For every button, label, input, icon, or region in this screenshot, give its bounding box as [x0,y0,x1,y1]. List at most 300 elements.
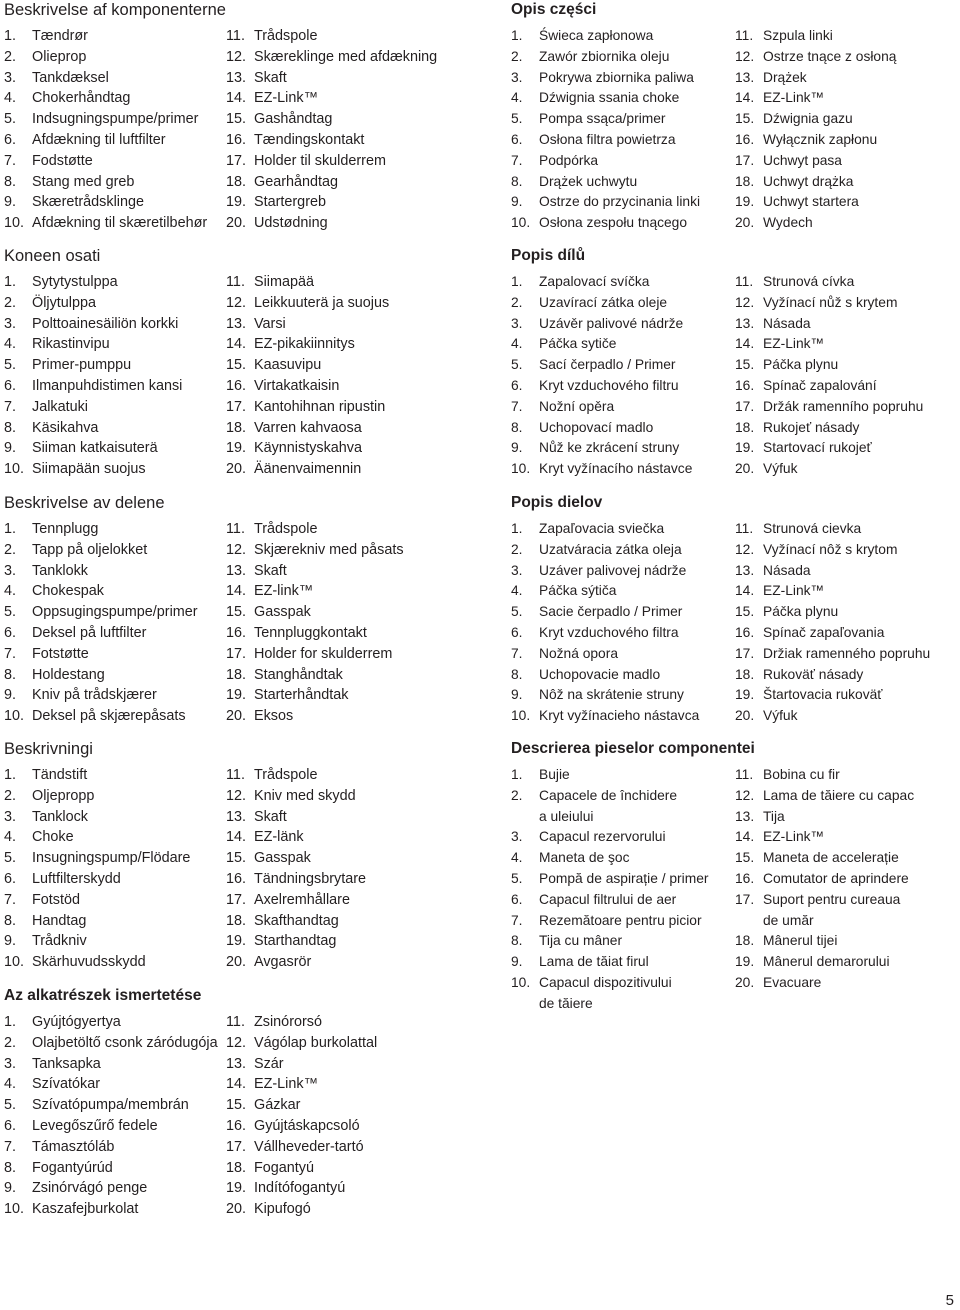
item-number: 4. [4,1076,17,1093]
list-item [4,581,226,602]
item-label: Zapalovací svíčka [539,274,650,289]
item-number: 13. [226,1055,247,1072]
parts-list [511,519,930,727]
item-number: 20. [226,215,247,232]
item-number: 16. [735,624,755,640]
item-number: 10. [4,1201,25,1218]
parts-list [4,272,389,480]
list-item [4,1012,226,1033]
list-item [735,519,930,540]
item-number: 12. [226,787,247,804]
item-label: Trådspole [254,521,318,537]
item-label: EZ-Link™ [763,90,825,106]
item-label: Levegőszűrő fedele [32,1117,158,1134]
item-label: Rikastinvipu [32,336,110,353]
list-item [4,807,226,828]
list-item [735,151,896,172]
list-item [735,665,930,686]
item-number: 4. [4,583,17,600]
section-title: Az alkatrészek ismertetése [4,987,202,1004]
item-number: 9. [511,440,523,456]
item-label: Olieprop [32,48,87,65]
item-label: Nožní opěra [539,398,615,414]
list-item [4,685,226,706]
item-label: Siimapää [254,274,314,290]
item-number: 3. [4,315,17,332]
item-number: 14. [735,90,755,106]
item-label: Tennplugg [32,521,99,537]
list-item [511,665,735,686]
list-item [511,172,735,193]
item-number: 8. [4,419,17,436]
item-label: EZ-Link™ [254,90,318,107]
list-item [226,765,366,786]
parts-list [4,519,404,727]
list-item [735,581,930,602]
item-number: 15. [735,850,755,866]
list-item [226,623,404,644]
item-label: Fotstøtte [32,645,89,662]
item-number: 18. [226,912,247,929]
list-item [4,397,226,418]
list-item [4,1158,226,1179]
item-label: Varren kahvaosa [254,419,362,436]
item-label: Kaasuvipu [254,357,322,374]
list-item [511,519,735,540]
list-item [511,68,735,89]
list-item [735,623,930,644]
item-number: 4. [4,829,17,846]
item-label: Sacie čerpadlo / Primer [539,604,683,620]
list-item [511,765,735,786]
item-label: EZ-Link™ [763,336,825,352]
item-label: Oppsugingspumpe/primer [32,604,198,621]
item-label: Szár [254,1055,284,1072]
section-title: Beskrivningi [4,740,93,758]
item-number: 13. [735,315,755,331]
list-item [4,540,226,561]
item-number: 18. [735,419,755,435]
item-label: a uleiului [539,808,594,824]
item-number: 17. [226,891,247,908]
item-number: 9. [511,194,523,210]
list-item [735,68,896,89]
item-number: 11. [226,521,245,537]
list-item [4,1033,226,1054]
item-number: 14. [735,829,755,845]
item-number: 19. [735,194,755,210]
item-label: Páčka sytiče [539,336,617,352]
list-item [735,88,896,109]
item-number: 12. [735,787,755,803]
item-label: Bujie [539,767,570,782]
list-item [226,1054,377,1075]
list-item [226,581,404,602]
item-number: 19. [226,933,247,950]
item-number: 7. [4,152,17,169]
item-label: Öljytulppa [32,294,96,311]
item-number: 1. [511,28,523,43]
item-number: 13. [735,808,755,824]
list-item [735,973,914,994]
item-number: 14. [735,583,755,599]
item-label: Páčka plynu [763,357,839,373]
item-label: Nôž na skrátenie struny [539,687,684,703]
item-number: 19. [226,440,247,457]
item-label: Suport pentru cureaua [763,891,901,907]
item-number: 10. [511,974,531,990]
list-item [511,376,735,397]
list-item [735,807,914,828]
parts-list [511,765,914,1015]
item-number: 18. [735,173,755,189]
item-number: 13. [226,315,247,332]
item-number: 20. [735,215,755,231]
list-item [511,786,735,807]
item-label: EZ-länk [254,829,304,846]
item-label: Uchwyt startera [763,194,859,210]
item-number: 12. [226,48,247,65]
item-number: 19. [735,440,755,456]
item-label: Gashåndtag [254,111,333,128]
parts-list [511,26,896,234]
item-label: Uzatváracia zátka oleja [539,541,682,557]
list-item [226,869,366,890]
item-number: 10. [511,215,531,231]
item-number: 2. [4,1034,17,1051]
item-number: 13. [226,562,247,579]
item-number: 1. [511,274,523,289]
item-number: 15. [735,111,755,127]
item-label: Comutator de aprindere [763,870,909,886]
item-number: 14. [226,1076,247,1093]
item-number: 2. [4,48,17,65]
list-item [735,644,930,665]
item-label: Uzáver palivovej nádrže [539,562,687,578]
list-item [511,869,735,890]
item-number: 7. [511,398,523,414]
item-number: 10. [511,708,531,724]
item-number: 7. [4,645,17,662]
item-label: Nožná opora [539,645,619,661]
list-item [4,623,226,644]
item-label: Výfuk [763,461,798,477]
item-label: EZ-link™ [254,583,314,600]
list-item [226,827,366,848]
list-item [226,1178,377,1199]
item-number: 14. [226,90,247,107]
item-number: 11. [226,28,245,44]
item-label: Zsinórvágó penge [32,1180,148,1197]
item-number: 5. [511,604,523,620]
list-item [511,706,735,727]
item-number: 7. [4,1138,17,1155]
list-item [735,109,896,130]
list-item [735,272,923,293]
item-number [735,994,763,1015]
item-number: 2. [4,541,17,558]
section-title: Opis części [511,1,597,18]
item-number: 12. [226,1034,247,1051]
list-item [226,786,366,807]
item-label: Siiman katkaisuterä [32,440,158,457]
item-label: Maneta de accelerație [763,850,899,866]
item-number: 16. [226,131,247,148]
list-item [735,397,923,418]
list-item [226,334,389,355]
item-number: 7. [4,398,17,415]
item-label: Tändningsbrytare [254,870,366,887]
item-label: Uchopovacie madlo [539,666,661,682]
item-number: 13. [735,562,755,578]
list-item [511,973,735,994]
list-item [511,418,735,439]
item-number: 20. [226,461,247,478]
item-label: Zapaľovacia sviečka [539,521,665,536]
list-item [4,192,226,213]
item-number: 12. [735,294,755,310]
list-item [226,355,389,376]
item-label: Evacuare [763,974,822,990]
item-number: 15. [735,604,755,620]
list-item [511,397,735,418]
item-number: 8. [4,1159,17,1176]
item-label: Fogantyúrúd [32,1159,113,1176]
item-label: Choke [32,829,74,846]
item-number: 13. [226,69,247,86]
item-number: 16. [735,377,755,393]
item-number: 6. [511,377,523,393]
list-item [226,1137,377,1158]
list-item [226,109,437,130]
item-number: 16. [226,870,247,887]
list-item [735,952,914,973]
list-item [4,890,226,911]
item-label: Mânerul tijei [763,933,838,949]
item-label: Afdækning til skæretilbehør [32,215,208,232]
item-label: Tija [763,808,785,824]
item-number: 3. [511,69,523,85]
list-item [226,848,366,869]
list-item [735,561,930,582]
item-label: Avgasrör [254,954,312,971]
list-item [226,1158,377,1179]
list-item [4,1054,226,1075]
item-label: Vyžínací nůž s krytem [763,294,898,310]
item-label: Podpórka [539,152,599,168]
list-item [511,911,735,932]
item-number: 3. [511,562,523,578]
item-number: 18. [226,666,247,683]
section-czech [511,246,923,480]
item-label: Wydech [763,215,813,231]
item-number: 2. [4,294,17,311]
item-number: 11. [226,274,245,290]
item-number: 10. [4,461,25,478]
item-label: Gyújtáskapcsoló [254,1117,360,1134]
list-item [735,848,914,869]
section-title: Beskrivelse af komponenterne [4,1,226,19]
item-label: Świeca zapłonowa [539,28,654,43]
item-label: Kryt vzduchového filtra [539,624,679,640]
list-item [735,355,923,376]
item-label: Tapp på oljelokket [32,541,148,558]
item-number: 11. [735,28,754,43]
item-number: 2. [511,787,523,803]
item-label: Jalkatuki [32,398,88,415]
list-item [4,88,226,109]
list-item [226,1095,377,1116]
item-label: Eksos [254,708,294,725]
list-item [4,26,226,47]
item-label: Trådspole [254,28,318,44]
list-item [735,869,914,890]
item-number: 18. [226,1159,247,1176]
list-item [4,376,226,397]
item-label: Rukojeť násady [763,419,860,435]
section-title: Descrierea pieselor componentei [511,740,755,757]
item-label: Trådkniv [32,933,87,950]
list-item [511,272,735,293]
list-item [226,644,404,665]
item-label: Starterhåndtak [254,687,349,704]
item-label: Luftfilterskydd [32,870,121,887]
item-number: 6. [4,377,17,394]
list-item [4,47,226,68]
list-item [226,314,389,335]
item-label: Drążek [763,69,807,85]
list-item [735,931,914,952]
item-number: 5. [4,357,17,374]
item-label: Käynnistyskahva [254,440,362,457]
item-label: Capacul filtrului de aer [539,891,677,907]
list-item [226,293,389,314]
section-finnish [4,246,389,480]
list-item [511,26,735,47]
item-number: 15. [226,850,247,867]
item-label: Spínač zapaľovania [763,624,885,640]
item-label: Fogantyú [254,1159,315,1176]
list-item [4,1199,226,1220]
item-label: Uzávěr palivové nádrže [539,315,684,331]
item-label: Mânerul demarorului [763,954,890,970]
list-item [4,1074,226,1095]
item-label: Varsi [254,315,286,332]
list-item [4,459,226,480]
list-item [735,293,923,314]
section-title: Popis dílů [511,247,586,264]
item-number: 5. [511,357,523,373]
item-label: Capacul rezervorului [539,829,666,845]
list-item [4,848,226,869]
list-item [735,685,930,706]
list-item [4,418,226,439]
list-item [511,848,735,869]
item-label: EZ-pikakiinnitys [254,336,355,353]
section-hungarian [4,986,377,1220]
item-label: Držák ramenního popruhu [763,398,924,414]
item-number: 3. [511,315,523,331]
item-label: Osłona filtra powietrza [539,131,676,147]
item-label: Holdestang [32,666,105,683]
list-item [4,213,226,234]
item-label: EZ-Link™ [763,583,825,599]
section-norwegian [4,493,404,727]
item-number: 19. [735,954,755,970]
item-number: 6. [4,624,17,641]
item-number: 7. [511,645,523,661]
item-label: Bobina cu fir [763,767,840,782]
item-label: Uchopovací madlo [539,419,654,435]
item-label: Strunová cívka [763,274,855,289]
item-label: Lama de tăiat firul [539,954,649,970]
item-number: 3. [4,69,17,86]
list-item [511,355,735,376]
item-number: 2. [511,294,523,310]
item-number: 9. [4,687,17,704]
list-item [4,293,226,314]
item-number: 1. [4,521,17,537]
item-number: 2. [4,787,17,804]
list-item [226,665,404,686]
item-label: Tanklokk [32,562,88,579]
list-item [226,602,404,623]
item-number: 8. [4,912,17,929]
item-label: Kantohihnan ripustin [254,398,386,415]
item-label: Kryt vyžínacího nástavce [539,461,693,477]
section-swedish [4,739,366,973]
page-number: 5 [945,1292,954,1309]
list-item [4,765,226,786]
item-label: Lama de tăiere cu capac [763,787,915,803]
list-item [511,644,735,665]
item-number: 12. [735,541,755,557]
list-item [4,519,226,540]
item-label: Gasspak [254,604,311,621]
item-label: Gyújtógyertya [32,1014,121,1030]
section-romanian [511,739,914,1015]
item-label: Afdækning til luftfilter [32,131,166,148]
item-label: Vágólap burkolattal [254,1034,378,1051]
item-label: Pokrywa zbiornika paliwa [539,69,694,85]
list-item [735,376,923,397]
list-item [226,47,437,68]
item-label: Tändstift [32,767,88,783]
item-number: 12. [735,48,755,64]
list-item [735,130,896,151]
section-title: Beskrivelse av delene [4,494,165,512]
item-label: Oljepropp [32,787,95,804]
item-label: Skæretrådsklinge [32,194,144,211]
item-number: 20. [735,461,755,477]
list-item [511,438,735,459]
item-number: 11. [226,1014,245,1030]
list-item [511,459,735,480]
item-label: Szívatópumpa/membrán [32,1097,189,1114]
list-item [4,827,226,848]
item-label: Skärhuvudsskydd [32,954,146,971]
item-label: Dźwignia gazu [763,111,853,127]
item-number: 17. [226,1138,247,1155]
item-label: Capacul dispozitivului [539,974,672,990]
item-label: Startergreb [254,194,326,211]
item-label: Gearhåndtag [254,173,339,190]
item-number: 15. [226,111,247,128]
item-number: 8. [511,666,523,682]
item-label: Chokerhåndtag [32,90,131,107]
item-number: 6. [511,624,523,640]
list-item [226,540,404,561]
